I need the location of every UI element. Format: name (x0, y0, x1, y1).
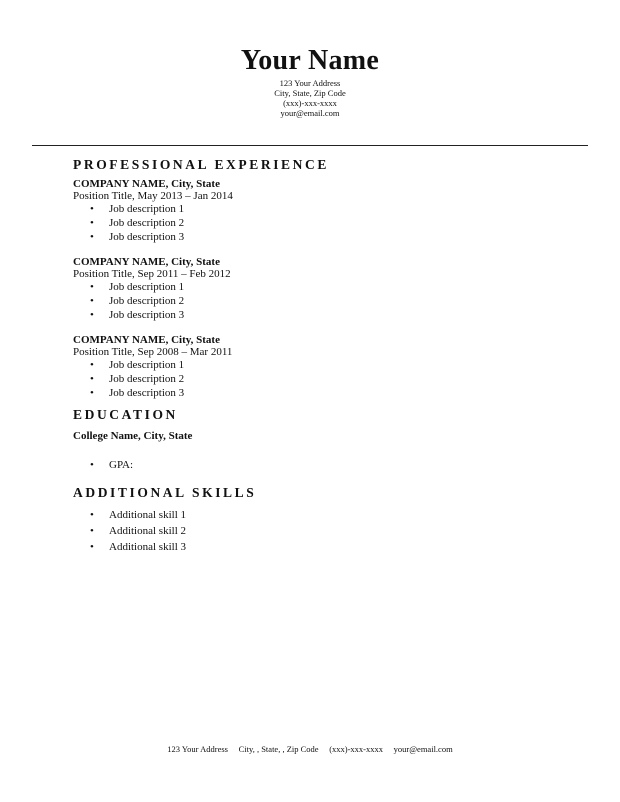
job-description-item: • Job description 3 (73, 308, 583, 322)
job-description-list (73, 202, 583, 244)
skill-item: • Additional skill 2 (73, 523, 583, 539)
experience-heading: PROFESSIONAL EXPERIENCE (73, 157, 329, 172)
resume-header (0, 44, 620, 118)
job-description-item: • Job description 2 (73, 216, 583, 230)
skills-heading: ADDITIONAL SKILLS (73, 485, 257, 500)
education-details-list (73, 458, 583, 472)
skills-list (73, 507, 583, 555)
company-name: COMPANY NAME, City, State (73, 256, 220, 268)
footer-contact-line: 123 Your Address City, , State, , Zip Code (xxx)-xxx-xxxx your@email.com (167, 744, 453, 754)
job-description-item: • Job description 3 (73, 230, 583, 244)
applicant-name: Your Name (240, 45, 380, 76)
position-title: Position Title, Sep 2008 – Mar 2011 (73, 346, 233, 358)
position-title: Position Title, May 2013 – Jan 2014 (73, 190, 233, 202)
education-detail-item: • GPA: (73, 458, 583, 472)
job-description-list (73, 358, 583, 400)
job-description-item: • Job description 1 (73, 202, 583, 216)
job-description-item: • Job description 3 (73, 386, 583, 400)
job-entry (73, 334, 583, 400)
skill-item: • Additional skill 1 (73, 507, 583, 523)
header-divider (32, 145, 588, 146)
education-heading: EDUCATION (73, 407, 178, 422)
company-name: COMPANY NAME, City, State (73, 178, 220, 190)
company-name: COMPANY NAME, City, State (73, 334, 220, 346)
job-description-item: • Job description 1 (73, 280, 583, 294)
address-line: 123 Your Address (279, 78, 341, 88)
skill-item: • Additional skill 3 (73, 539, 583, 555)
job-description-list (73, 280, 583, 322)
position-title: Position Title, Sep 2011 – Feb 2012 (73, 268, 231, 280)
phone-line: (xxx)-xxx-xxxx (283, 98, 337, 108)
job-description-item: • Job description 2 (73, 294, 583, 308)
job-entry (73, 178, 583, 244)
job-description-item: • Job description 2 (73, 372, 583, 386)
college-name: College Name, City, State (73, 430, 193, 442)
resume-body (73, 156, 583, 555)
job-entry (73, 256, 583, 322)
email-line: your@email.com (280, 108, 340, 118)
city-state-zip-line: City, State, Zip Code (274, 88, 346, 98)
job-description-item: • Job description 1 (73, 358, 583, 372)
